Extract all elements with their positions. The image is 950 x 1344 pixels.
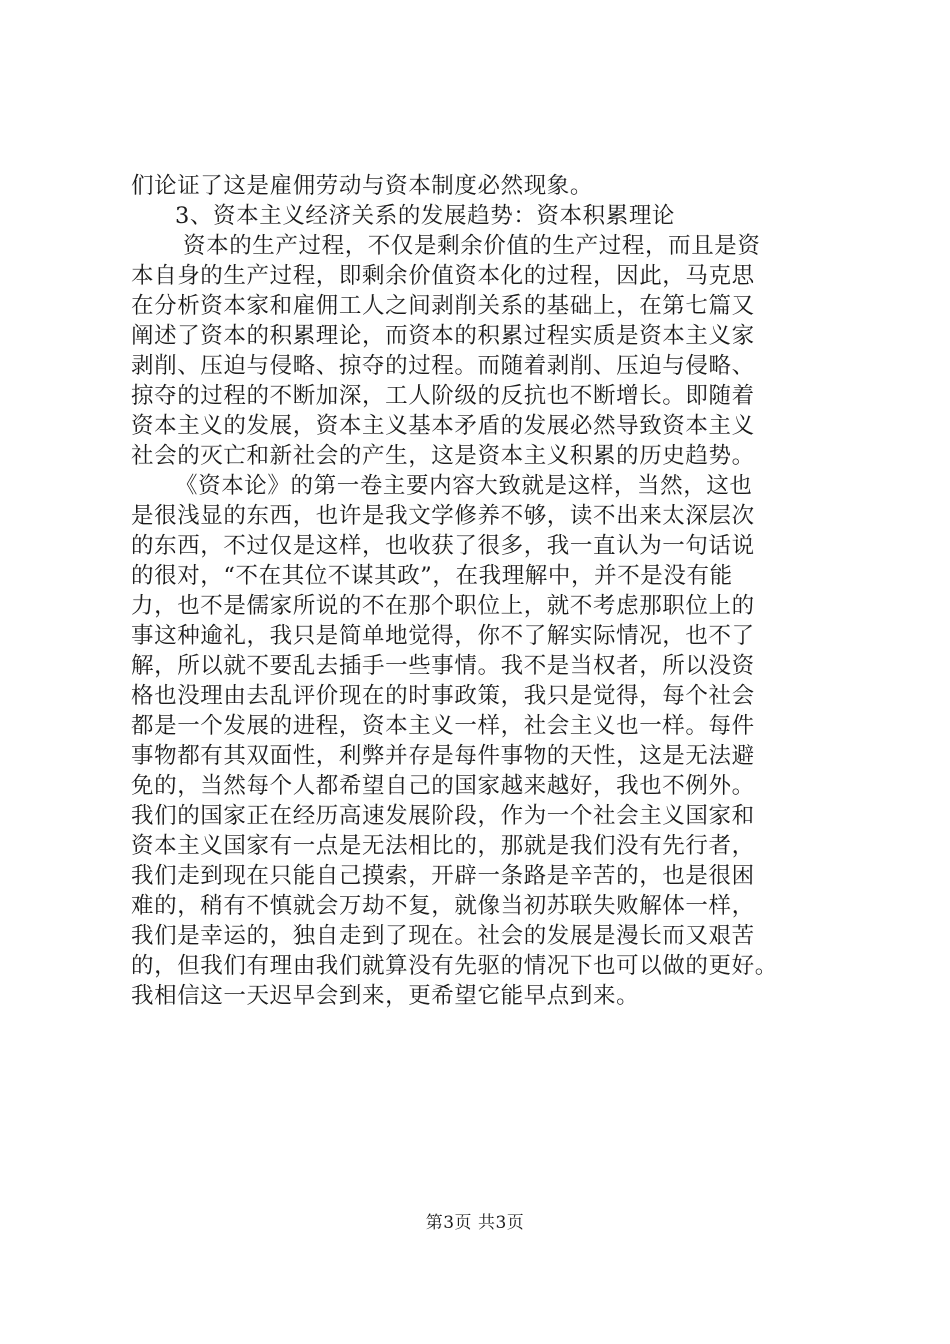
text-line: 解，所以就不要乱去插手一些事情。我不是当权者，所以没资 xyxy=(131,653,755,679)
text-line: 我们的国家正在经历高速发展阶段，作为一个社会主义国家和 xyxy=(131,803,755,829)
text-line: 掠夺的过程的不断加深，工人阶级的反抗也不断增长。即随着 xyxy=(131,383,755,409)
text-line: 难的，稍有不慎就会万劫不复，就像当初苏联失败解体一样， xyxy=(131,893,755,919)
text-line: 我相信这一天迟早会到来，更希望它能早点到来。 xyxy=(131,983,640,1009)
text-line: 本自身的生产过程，即剩余价值资本化的过程，因此，马克思 xyxy=(131,263,755,289)
text-line: 资本主义国家有一点是无法相比的，那就是我们没有先行者， xyxy=(131,833,755,859)
text-line: 剥削、压迫与侵略、掠夺的过程。而随着剥削、压迫与侵略、 xyxy=(131,353,755,379)
text-line: 《资本论》的第一卷主要内容大致就是这样，当然，这也 xyxy=(175,473,753,499)
text-line: 的，但我们有理由我们就算没有先驱的情况下也可以做的更好。 xyxy=(131,953,778,979)
text-line: 社会的灭亡和新社会的产生，这是资本主义积累的历史趋势。 xyxy=(131,443,755,469)
body-text xyxy=(131,171,851,1011)
text-line: 力，也不是儒家所说的不在那个职位上，就不考虑那职位上的 xyxy=(131,593,755,619)
text-line: 们论证了这是雇佣劳动与资本制度必然现象。 xyxy=(131,173,594,199)
text-line: 的很对，“不在其位不谋其政”，在我理解中，并不是没有能 xyxy=(131,563,733,589)
text-line: 阐述了资本的积累理论，而资本的积累过程实质是资本主义家 xyxy=(131,323,755,349)
text-line: 都是一个发展的进程，资本主义一样，社会主义也一样。每件 xyxy=(131,713,755,739)
text-line: 的东西，不过仅是这样，也收获了很多，我一直认为一句话说 xyxy=(131,533,755,559)
text-line: 在分析资本家和雇佣工人之间剥削关系的基础上，在第七篇又 xyxy=(131,293,755,319)
text-line: 免的，当然每个人都希望自己的国家越来越好，我也不例外。 xyxy=(131,773,755,799)
text-line: 事物都有其双面性，利弊并存是每件事物的天性，这是无法避 xyxy=(131,743,755,769)
text-line: 是很浅显的东西，也许是我文学修养不够，读不出来太深层次 xyxy=(131,503,755,529)
text-line: 资本的生产过程，不仅是剩余价值的生产过程，而且是资 xyxy=(183,233,761,259)
page-footer: 第3页 共3页 xyxy=(425,1213,525,1233)
text-line: 我们是幸运的，独自走到了现在。社会的发展是漫长而又艰苦 xyxy=(131,923,755,949)
section-heading: 3、资本主义经济关系的发展趋势：资本积累理论 xyxy=(175,203,676,229)
text-line: 资本主义的发展，资本主义基本矛盾的发展必然导致资本主义 xyxy=(131,413,755,439)
text-line: 事这种逾礼，我只是简单地觉得，你不了解实际情况，也不了 xyxy=(131,623,755,649)
text-line: 格也没理由去乱评价现在的时事政策，我只是觉得，每个社会 xyxy=(131,683,755,709)
text-line: 我们走到现在只能自己摸索，开辟一条路是辛苦的，也是很困 xyxy=(131,863,755,889)
